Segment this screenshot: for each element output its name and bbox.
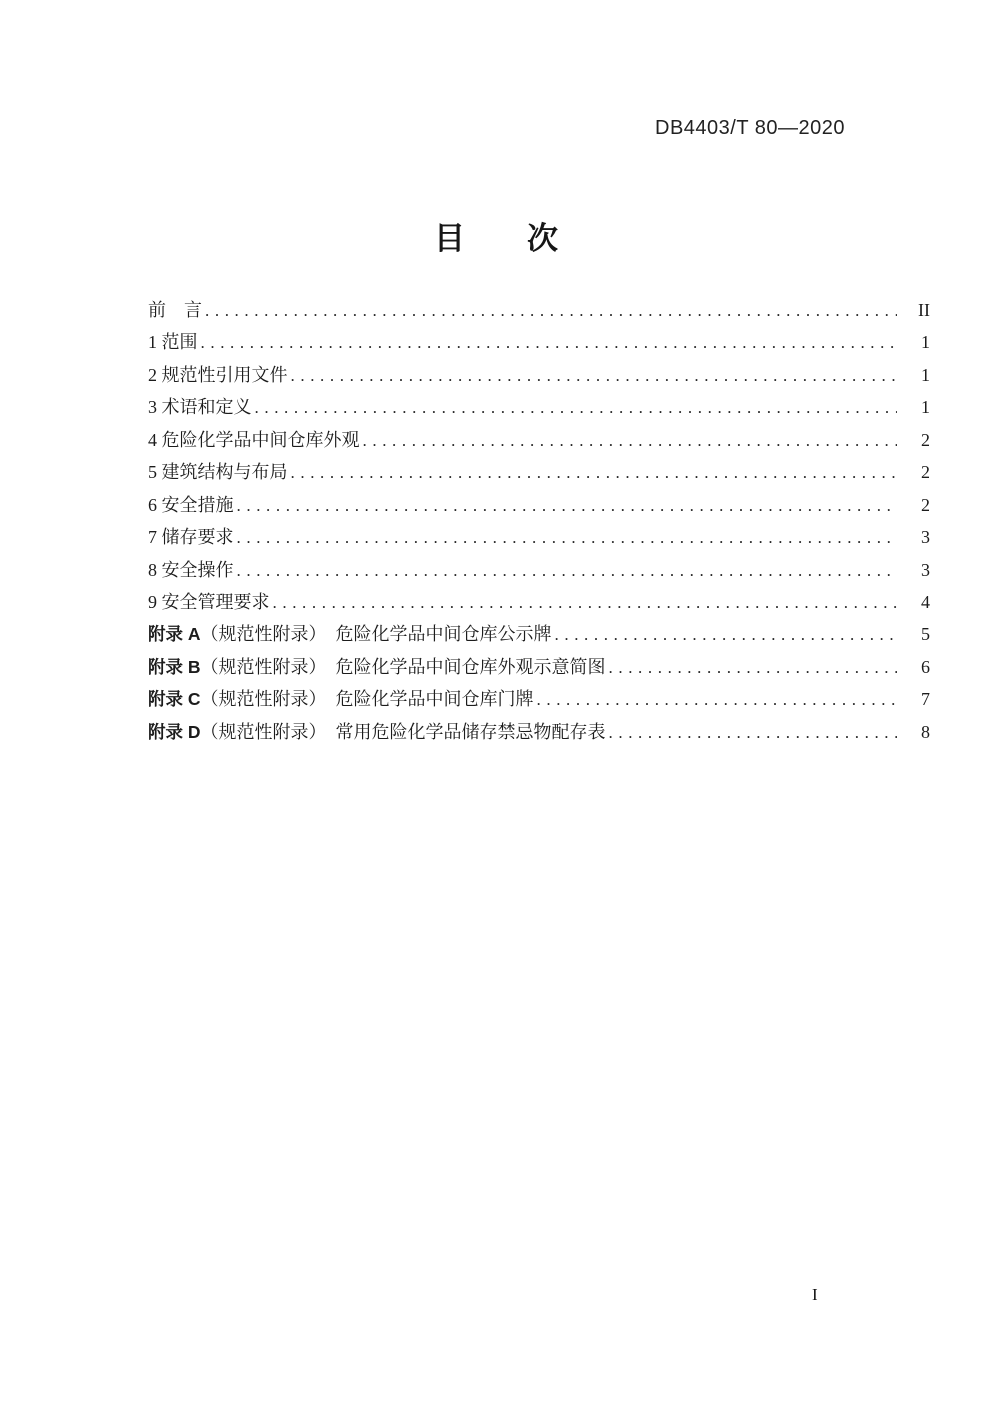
toc-entry [148,294,930,326]
toc-entry-title: （规范性附录） 危险化学品中间仓库外观示意简图 [200,656,606,677]
dot-leader [205,295,897,327]
toc-entry-title: （规范性附录） 常用危险化学品储存禁忌物配存表 [200,721,606,742]
toc-entry-page: 1 [921,397,930,418]
dot-leader [237,522,898,554]
toc-entry-lead: 附录 B [148,656,201,677]
toc-entry-page: 6 [921,656,930,677]
toc-entry [148,651,930,683]
toc-entry-lead: 5 建筑结构与布局 [148,462,288,483]
toc-entry-lead: 附录 D [148,721,201,742]
toc-entry-lead: 4 危险化学品中间仓库外观 [148,429,360,450]
toc-entry-page: 8 [921,721,930,742]
toc-title: 目 次 [434,221,558,256]
dot-leader [609,717,898,749]
toc-entry-lead: 9 安全管理要求 [148,591,270,612]
dot-leader [255,392,898,424]
toc-entry [148,391,930,423]
toc-entry-lead: 前 言 [148,300,202,320]
toc-entry-page: 7 [921,689,930,710]
toc-entry [148,554,930,586]
toc-entry-page: 5 [921,624,930,645]
toc-entry [148,683,930,715]
toc-entry [148,424,930,456]
dot-leader [291,360,898,392]
dot-leader [201,327,898,359]
toc-entry-page: 2 [921,494,930,515]
toc-entry-lead: 6 安全措施 [148,494,234,515]
dot-leader [291,457,898,489]
toc-entry [148,359,930,391]
toc-entry [148,456,930,488]
toc-entry-page: 1 [921,332,930,353]
toc-entry [148,716,930,748]
dot-leader [537,684,898,716]
toc-entry-lead: 附录 C [148,689,201,710]
standard-number: DB4403/T 80—2020 [655,117,845,139]
toc-entry-title: （规范性附录） 危险化学品中间仓库公示牌 [200,624,552,645]
toc-entry-page: 2 [921,462,930,483]
dot-leader [609,652,898,684]
toc-entry [148,521,930,553]
toc-entry [148,489,930,521]
toc-entry-page: II [918,300,930,320]
toc-entry [148,586,930,618]
dot-leader [273,587,898,619]
toc-entry-lead: 7 储存要求 [148,527,234,548]
toc-entry-lead: 3 术语和定义 [148,397,252,418]
table-of-contents [148,294,930,748]
toc-entry-lead: 8 安全操作 [148,559,234,580]
toc-entry-lead: 2 规范性引用文件 [148,364,288,385]
dot-leader [237,490,898,522]
toc-entry-title: （规范性附录） 危险化学品中间仓库门牌 [200,689,534,710]
toc-entry-page: 2 [921,429,930,450]
toc-entry [148,326,930,358]
toc-entry-page: 3 [921,559,930,580]
toc-entry-page: 4 [921,591,930,612]
toc-entry-lead: 附录 A [148,624,201,645]
footer-page-number: I [812,1285,818,1304]
toc-entry [148,618,930,650]
dot-leader [363,425,898,457]
dot-leader [555,619,898,651]
toc-entry-page: 3 [921,527,930,548]
dot-leader [237,555,898,587]
toc-entry-lead: 1 范围 [148,332,198,353]
toc-entry-page: 1 [921,364,930,385]
